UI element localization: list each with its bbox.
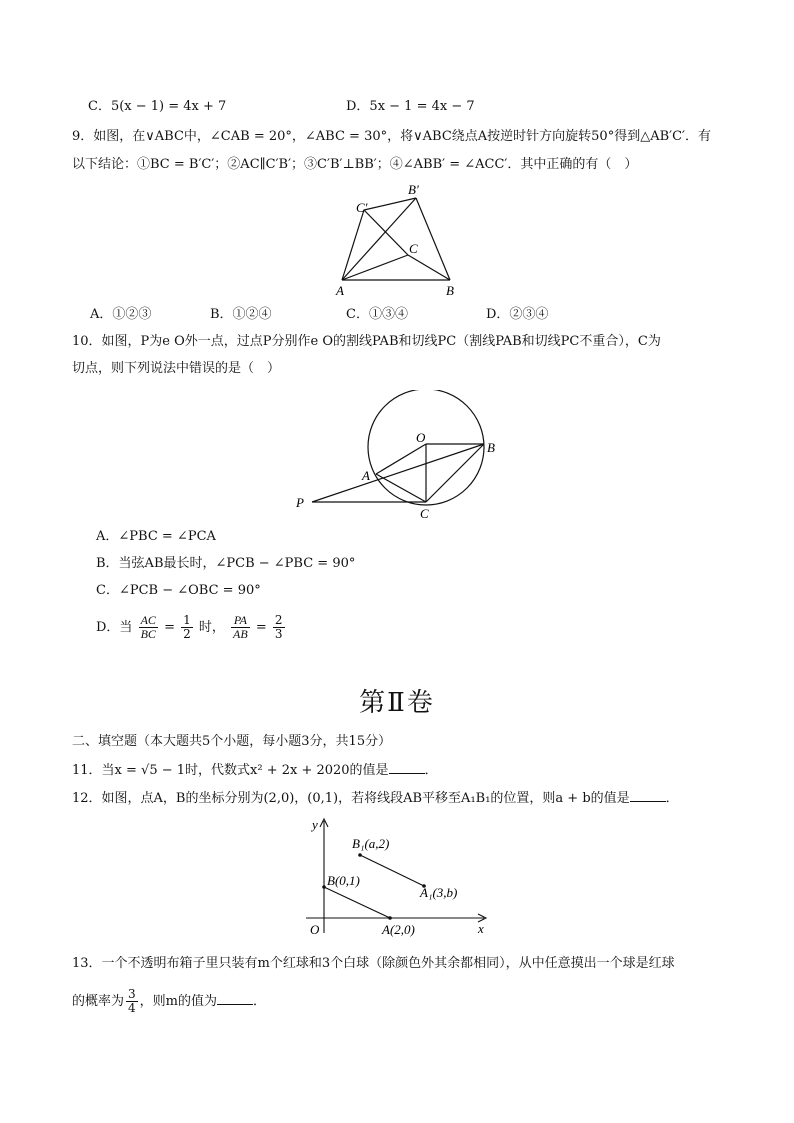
q8-option-d: D．5x − 1 = 4x − 7 bbox=[346, 99, 475, 114]
q10-question-line2: 切点，则下列说法中错误的是（ ） bbox=[72, 361, 281, 376]
q12-coordinate-figure bbox=[300, 815, 500, 941]
q10-option-b: B．当弦AB最长时，∠PCB − ∠PBC = 90° bbox=[96, 556, 356, 571]
q10-label-o: O bbox=[416, 430, 426, 445]
q10-circle-figure bbox=[290, 390, 510, 522]
q9-label-c-prime: C′ bbox=[356, 200, 368, 215]
q9-label-b: B bbox=[446, 283, 454, 298]
q9-option-b: B．①②④ bbox=[210, 307, 272, 322]
q12-label-a: A(2,0) bbox=[382, 922, 415, 937]
q9-question-line1: 9．如图，在∨ABC中，∠CAB = 20°，∠ABC = 30°，将∨ABC绕点A按逆时针方向旋转50°得到△AB′C′．有 bbox=[72, 129, 711, 144]
q9-option-d: D．②③④ bbox=[486, 307, 549, 322]
q9-rotation-figure bbox=[330, 180, 470, 300]
q9-question-line2: 以下结论：①BC = B′C′；②AC∥C′B′；③C′B′⊥BB′；④∠ABB′ = ∠ACC′．其中正确的有（ ） bbox=[72, 157, 638, 172]
q12-axis-y-label: y bbox=[312, 817, 318, 832]
q12-label-b: B(0,1) bbox=[327, 873, 360, 888]
q9-label-a: A bbox=[336, 283, 344, 298]
q10-label-c: C bbox=[420, 506, 429, 521]
q13-answer-blank[interactable] bbox=[217, 992, 253, 1005]
q10-label-a: A bbox=[362, 468, 370, 483]
q11-question: 11．当x = √5 − 1时，代数式x² + 2x + 2020的值是 ． bbox=[72, 763, 438, 778]
section-title: 第Ⅱ卷 bbox=[359, 688, 435, 718]
q10-frac-half: $\frac{1}{2}$ bbox=[183, 613, 191, 641]
q9-label-c: C bbox=[409, 241, 418, 256]
q10-frac-ac-bc: $\frac{AC}{BC}$ bbox=[140, 613, 156, 641]
q13-question-line1: 13．一个不透明布箱子里只装有m个红球和3个白球（除颜色外其余都相同），从中任意摸出一个球是红球 bbox=[72, 956, 675, 971]
q10-label-b: B bbox=[487, 440, 495, 455]
q10-option-d: D．当 $\frac{AC}{BC}$ = $\frac{1}{2}$ 时， $\frac{PA}{AB}$ = $\frac{2}{3}$ bbox=[96, 613, 283, 641]
section-heading: 二、填空题（本大题共5个小题，每小题3分，共15分） bbox=[72, 734, 392, 749]
q10-frac-two-thirds: $\frac{2}{3}$ bbox=[274, 613, 283, 641]
q8-option-c: C．5(x − 1) = 4x + 7 bbox=[88, 99, 227, 114]
q9-option-c: C．①③④ bbox=[346, 307, 408, 322]
q9-label-b-prime: B′ bbox=[408, 182, 419, 197]
q12-answer-blank[interactable] bbox=[630, 789, 666, 802]
q13-question-line2: 的概率为 $\frac{3}{4}$ ，则m的值为 ． bbox=[72, 987, 266, 1015]
q12-label-b1: B₁(a,2) bbox=[352, 836, 390, 851]
q12-label-a1: A₁(3,b) bbox=[420, 885, 458, 900]
q10-frac-pa-ab: $\frac{PA}{AB}$ bbox=[233, 613, 248, 641]
q11-answer-blank[interactable] bbox=[389, 761, 425, 774]
q12-axis-x-label: x bbox=[478, 921, 484, 936]
q10-label-p: P bbox=[296, 495, 304, 510]
q12-origin-label: O bbox=[310, 922, 320, 937]
q12-question: 12．如图，点A，B的坐标分别为(2,0)，(0,1)，若将线段AB平移至A₁B₁的位置，则a + b的值是 ． bbox=[72, 791, 679, 806]
q13-fraction: $\frac{3}{4}$ bbox=[128, 987, 136, 1015]
q10-option-c: C．∠PCB − ∠OBC = 90° bbox=[96, 583, 261, 598]
q9-option-a: A．①②③ bbox=[90, 307, 152, 322]
q10-question-line1: 10．如图，P为e O外一点，过点P分别作e O的割线PAB和切线PC（割线PAB和切线PC不重合），C为 bbox=[72, 334, 661, 349]
q10-option-a: A．∠PBC = ∠PCA bbox=[96, 529, 216, 544]
